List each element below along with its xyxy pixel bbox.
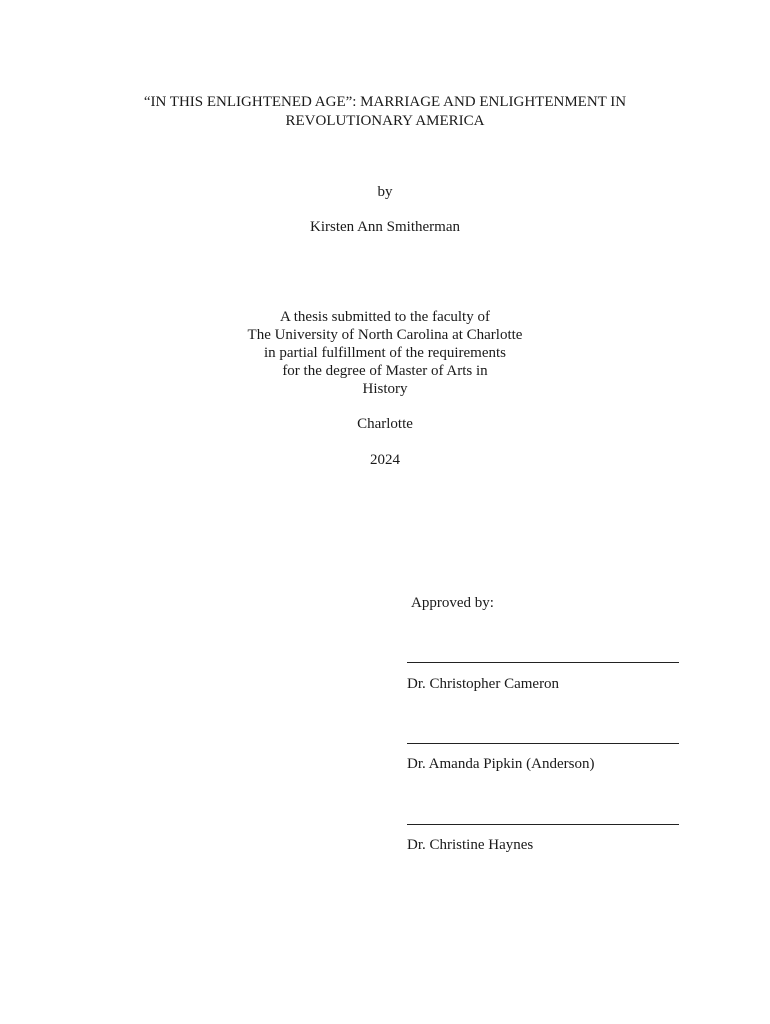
signature-line — [407, 662, 679, 663]
by-label: by — [377, 184, 393, 200]
submission-statement — [0, 308, 770, 398]
statement-line: for the degree of Master of Arts in — [282, 363, 488, 379]
signature-line — [407, 743, 679, 744]
committee-member-1: Dr. Christopher Cameron — [407, 676, 560, 692]
committee-member-2: Dr. Amanda Pipkin (Anderson) — [407, 756, 595, 772]
thesis-title-line-2: REVOLUTIONARY AMERICA — [285, 113, 485, 129]
author-name: Kirsten Ann Smitherman — [310, 219, 460, 235]
approved-by-label: Approved by: — [411, 595, 494, 611]
year: 2024 — [370, 452, 400, 468]
statement-line: The University of North Carolina at Charlotte — [247, 327, 523, 343]
committee-member-3: Dr. Christine Haynes — [407, 837, 534, 853]
signature-line — [407, 824, 679, 825]
statement-line: A thesis submitted to the faculty of — [280, 309, 490, 325]
statement-line: in partial fulfillment of the requirements — [263, 345, 506, 361]
city: Charlotte — [357, 416, 413, 432]
thesis-title — [0, 93, 770, 131]
statement-line: History — [362, 381, 408, 397]
thesis-title-line-1: “IN THIS ENLIGHTENED AGE”: MARRIAGE AND ENLIGHTENMENT IN — [143, 94, 627, 110]
